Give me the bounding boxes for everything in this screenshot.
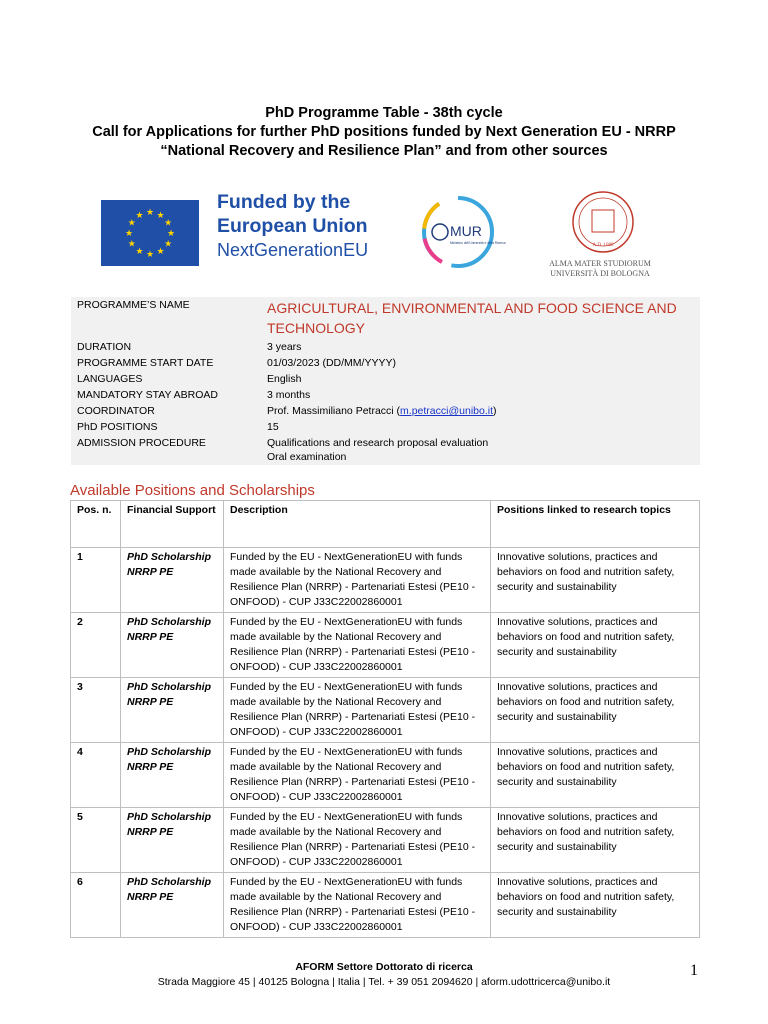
financial-support: PhD Scholarship NRRP PE	[121, 873, 224, 938]
positions-value: 15	[267, 421, 279, 433]
section-title: Available Positions and Scholarships	[70, 482, 315, 499]
research-topic: Innovative solutions, practices and behaviors on food and nutrition safety, security and sustainability	[491, 548, 700, 613]
table-row	[71, 613, 700, 678]
table-row	[71, 678, 700, 743]
eu-star-icon: ★	[145, 207, 155, 217]
eu-line-1: Funded by the	[217, 191, 351, 213]
research-topic: Innovative solutions, practices and behaviors on food and nutrition safety, security and sustainability	[491, 613, 700, 678]
financial-support: PhD Scholarship NRRP PE	[121, 548, 224, 613]
table-row	[71, 743, 700, 808]
research-topic: Innovative solutions, practices and behaviors on food and nutrition safety, security and sustainability	[491, 873, 700, 938]
eu-line-3: NextGenerationEU	[217, 240, 369, 260]
pos-number: 5	[71, 808, 121, 873]
description: Funded by the EU - NextGenerationEU with funds made available by the National Recovery and Resilience Plan (NRRP) - Partenariati Estesi (PE10 - ONFOOD) - CUP J33C22002860001	[224, 613, 491, 678]
admission-value	[261, 435, 700, 465]
header-financial-support: Financial Support	[121, 501, 224, 548]
languages-value: English	[267, 373, 302, 385]
pos-number: 4	[71, 743, 121, 808]
mur-sub-label: Ministero dell'Università e della Ricerca	[450, 241, 506, 245]
mur-logo	[418, 192, 506, 272]
info-row-coordinator	[71, 403, 700, 419]
eu-flag-icon	[101, 200, 199, 266]
eu-star-icon: ★	[166, 228, 176, 238]
title-line-2: Call for Applications for further PhD positions funded by Next Generation EU - NRRP	[92, 124, 676, 140]
title-line-3: “National Recovery and Resilience Plan” and from other sources	[160, 143, 608, 159]
unibo-seal-year: A.D. 1088	[592, 243, 614, 248]
header-research-topics: Positions linked to research topics	[491, 501, 700, 548]
programme-info-table	[71, 297, 700, 465]
start-date-label: PROGRAMME START DATE	[77, 357, 214, 369]
document-title	[0, 104, 768, 161]
header-description: Description	[224, 501, 491, 548]
programme-name-value: AGRICULTURAL, ENVIRONMENTAL AND FOOD SCIENCE AND TECHNOLOGY	[267, 300, 677, 336]
eu-star-icon: ★	[135, 209, 144, 220]
description: Funded by the EU - NextGenerationEU with funds made available by the National Recovery and Resilience Plan (NRRP) - Partenariati Estesi (PE10 - ONFOOD) - CUP J33C22002860001	[224, 678, 491, 743]
abroad-value: 3 months	[267, 389, 311, 401]
positions-table	[70, 500, 700, 938]
financial-support: PhD Scholarship NRRP PE	[121, 678, 224, 743]
description: Funded by the EU - NextGenerationEU with funds made available by the National Recovery and Resilience Plan (NRRP) - Partenariati Estesi (PE10 - ONFOOD) - CUP J33C22002860001	[224, 743, 491, 808]
financial-support: PhD Scholarship NRRP PE	[121, 613, 224, 678]
coordinator-value	[261, 403, 700, 419]
info-row-duration	[71, 339, 700, 355]
description: Funded by the EU - NextGenerationEU with funds made available by the National Recovery and Resilience Plan (NRRP) - Partenariati Estesi (PE10 - ONFOOD) - CUP J33C22002860001	[224, 548, 491, 613]
abroad-label: MANDATORY STAY ABROAD	[77, 389, 219, 401]
title-line-1: PhD Programme Table - 38th cycle	[265, 105, 503, 121]
description: Funded by the EU - NextGenerationEU with funds made available by the National Recovery and Resilience Plan (NRRP) - Partenariati Estesi (PE10 - ONFOOD) - CUP J33C22002860001	[224, 873, 491, 938]
table-row	[71, 808, 700, 873]
unibo-line-2: UNIVERSITÀ DI BOLOGNA	[550, 269, 650, 278]
unibo-logo	[530, 190, 670, 280]
page-number: 1	[690, 962, 698, 979]
info-row-abroad	[71, 387, 700, 403]
positions-header-row	[71, 501, 700, 548]
admission-label: ADMISSION PROCEDURE	[77, 437, 206, 449]
pos-number: 3	[71, 678, 121, 743]
research-topic: Innovative solutions, practices and behaviors on food and nutrition safety, security and sustainability	[491, 808, 700, 873]
financial-support: PhD Scholarship NRRP PE	[121, 808, 224, 873]
start-date-value: 01/03/2023 (DD/MM/YYYY)	[267, 357, 396, 369]
duration-label: DURATION	[77, 341, 132, 353]
coordinator-name: Prof. Massimiliano Petracci (	[267, 405, 401, 417]
eu-star-icon: ★	[145, 249, 155, 259]
info-row-positions	[71, 419, 700, 435]
positions-label: PhD POSITIONS	[77, 421, 158, 433]
mur-label: MUR	[450, 223, 482, 239]
eu-line-2: European Union	[217, 215, 368, 237]
pos-number: 1	[71, 548, 121, 613]
admission-value-2: Oral examination	[267, 451, 347, 463]
eu-funding-label	[217, 190, 368, 262]
pos-number: 6	[71, 873, 121, 938]
eu-star-icon: ★	[127, 217, 136, 228]
eu-star-icon: ★	[164, 217, 173, 228]
description: Funded by the EU - NextGenerationEU with funds made available by the National Recovery and Resilience Plan (NRRP) - Partenariati Estesi (PE10 - ONFOOD) - CUP J33C22002860001	[224, 808, 491, 873]
pos-number: 2	[71, 613, 121, 678]
programme-name-label: PROGRAMME’S NAME	[77, 299, 190, 311]
page-footer	[0, 960, 768, 990]
financial-support: PhD Scholarship NRRP PE	[121, 743, 224, 808]
duration-value: 3 years	[267, 341, 302, 353]
info-row-start	[71, 355, 700, 371]
eu-star-icon: ★	[127, 238, 136, 249]
info-row-name	[71, 297, 700, 339]
research-topic: Innovative solutions, practices and behaviors on food and nutrition safety, security and sustainability	[491, 678, 700, 743]
eu-star-icon: ★	[135, 246, 144, 257]
coordinator-label: COORDINATOR	[77, 405, 155, 417]
info-row-languages	[71, 371, 700, 387]
eu-star-icon: ★	[124, 228, 134, 238]
table-row	[71, 548, 700, 613]
table-row	[71, 873, 700, 938]
eu-star-icon: ★	[164, 238, 173, 249]
footer-office: AFORM Settore Dottorato di ricerca	[295, 961, 473, 973]
info-row-admission	[71, 435, 700, 465]
eu-star-icon: ★	[156, 209, 165, 220]
unibo-line-1: ALMA MATER STUDIORUM	[549, 259, 651, 268]
footer-address: Strada Maggiore 45 | 40125 Bologna | Italia | Tel. + 39 051 2094620 | aform.udottricerca@unibo.it	[157, 976, 611, 988]
coordinator-close: )	[493, 405, 497, 417]
logo-strip	[0, 190, 768, 280]
admission-value-1: Qualifications and research proposal evaluation	[267, 437, 489, 449]
coordinator-email-link[interactable]: m.petracci@unibo.it	[400, 405, 493, 417]
header-pos-number: Pos. n.	[71, 501, 121, 548]
research-topic: Innovative solutions, practices and behaviors on food and nutrition safety, security and sustainability	[491, 743, 700, 808]
eu-star-icon: ★	[156, 246, 165, 257]
languages-label: LANGUAGES	[77, 373, 143, 385]
